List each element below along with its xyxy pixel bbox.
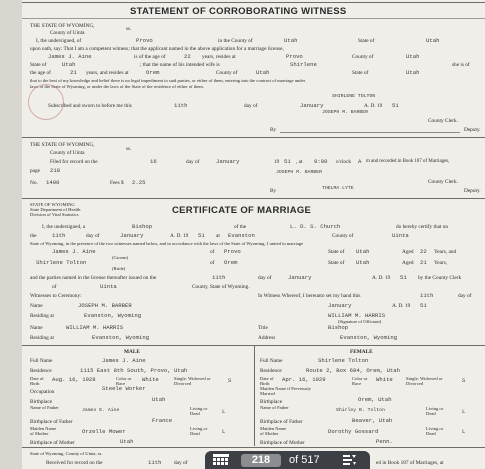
female-mother-label: Maiden Name of Mother xyxy=(260,426,287,436)
applicant-age: 22 xyxy=(184,53,191,60)
filing-deputy: Deputy. xyxy=(464,188,481,194)
address-label: Address xyxy=(258,335,276,341)
cert-bride-state-of: State of xyxy=(328,260,345,266)
officiant-signature: WILLIAM M. HARRIS xyxy=(328,312,386,319)
cert-county-of: County of xyxy=(332,233,354,239)
filed-ampm: A xyxy=(358,158,362,165)
cert-county: Uinta xyxy=(392,232,409,239)
cert-groom-aged: Aged xyxy=(402,249,414,255)
male-dob-label: Date of Birth xyxy=(30,376,44,386)
filed-at: , at xyxy=(296,159,303,165)
recorded-label: m and recorded in Book 187 of Marriages, xyxy=(366,159,450,164)
seal-stamp xyxy=(28,84,64,120)
applicant-city: Provo xyxy=(286,53,303,60)
grid-view-icon[interactable] xyxy=(213,454,227,466)
male-occupation-label: Occupation xyxy=(30,389,55,395)
female-res-label: Residence xyxy=(260,368,282,374)
filing-clerk-signature: JOSEPH M. BARBER xyxy=(276,170,323,175)
cert-bride-aged: Aged xyxy=(402,260,414,266)
cert-year: 51 xyxy=(198,232,205,239)
female-bp-father: Beaver, Utah xyxy=(352,417,393,424)
fees-label: Fees $ xyxy=(110,180,124,186)
female-birthplace-label: Birthplace xyxy=(260,399,283,405)
wife-age: 21 xyxy=(70,69,77,76)
upon-oath-text: upon oath, say: That I am a competent witness; that the applicant named in the above application for a marriage license, xyxy=(30,46,284,52)
female-bp-father-label: Birthplace of Father xyxy=(260,419,303,425)
female-residence: Route 2, Box 684, Orem, Utah xyxy=(306,367,400,374)
male-birthplace: Utah xyxy=(152,396,166,403)
cert-of-the: of the xyxy=(234,224,247,230)
deputy-label: Deputy. xyxy=(464,127,481,133)
female-birthplace: Orem, Utah xyxy=(358,396,392,403)
county-of-label: County of xyxy=(352,54,374,60)
in-witness-day: 11th xyxy=(420,292,434,299)
cert-the: the xyxy=(30,233,37,239)
state-of-label-2: State of xyxy=(30,62,47,68)
county-clerk-label: County Clerk. xyxy=(428,118,459,124)
witness2-name-label: Name xyxy=(30,325,43,331)
section-rule-2 xyxy=(22,198,485,199)
license-county-state: County, State of Wyoming. xyxy=(192,284,250,290)
center-divider xyxy=(254,346,255,446)
cert-header-dept: State Department of Health xyxy=(30,207,81,212)
cert-bride-age: 21 xyxy=(420,259,427,266)
no-label: No. xyxy=(30,180,38,186)
resides-label-2: years, and resides at xyxy=(86,70,129,76)
male-father-label: Name of Father xyxy=(30,405,59,410)
female-single: S xyxy=(462,377,466,384)
male-dob: Aug. 16, 1928 xyxy=(52,376,96,383)
cert-groom-city: Provo xyxy=(224,248,241,255)
page-value: 218 xyxy=(50,167,61,174)
section-rule-1 xyxy=(22,137,485,138)
male-birthplace-label: Birthplace xyxy=(30,399,53,405)
section-rule-4 xyxy=(22,447,485,448)
filed-time: 9:00 xyxy=(314,158,328,165)
certificate-title: CERTIFICATE OF MARRIAGE xyxy=(172,205,312,216)
cert-church: L. D. S. Church xyxy=(290,223,341,230)
laws-text: laws of the State of Wyoming, or under the laws of the State of the residence of either of them. xyxy=(30,84,205,89)
cert-bride-years: Years, xyxy=(434,260,448,266)
bride-label: (Bride) xyxy=(112,266,126,271)
ss-label: ss. xyxy=(126,26,132,32)
subscribed-day: 11th xyxy=(174,102,188,109)
female-heading: FEMALE xyxy=(350,349,373,355)
no-value: 1400 xyxy=(46,179,60,186)
filing-by: By xyxy=(270,188,277,194)
sig-of-officiant-label: (Signature of Officiant) xyxy=(338,319,382,324)
deputy-line xyxy=(280,132,460,133)
male-single-label: Single, Widowed or Divorced xyxy=(174,376,211,386)
viewer-toolbar xyxy=(205,451,370,469)
filing-county-line: County of Uinta xyxy=(50,150,85,156)
witness1-res-label: Residing at xyxy=(30,313,54,319)
female-father-living: L xyxy=(462,408,466,415)
state-of-label: State of xyxy=(358,38,375,44)
applicant-name: James J. Aine xyxy=(48,53,92,60)
male-color-label: Color or Race xyxy=(116,376,132,386)
male-mother-label: Maiden Name of Mother xyxy=(30,426,57,436)
knowledge-text: that to the best of my knowledge and belief there is no legal impediment to said parties, or either of them, entering into the contract of marriage under xyxy=(30,78,306,83)
filed-day: 16 xyxy=(150,158,157,165)
list-menu-icon[interactable] xyxy=(343,454,357,466)
male-bp-father-label: Birthplace of Father xyxy=(30,419,73,425)
female-dob: Apr. 16, 1929 xyxy=(282,376,326,383)
witness-signature: SHIRLENE TOLTON xyxy=(332,94,376,99)
female-mother-living-label: Living or Dead xyxy=(426,426,444,436)
undersigned-label: I, the undersigned, of xyxy=(36,38,82,44)
age-label: is of the age of xyxy=(134,54,166,60)
witness2-residence: Evanston, Wyoming xyxy=(92,334,150,341)
female-color-label: Color or Race xyxy=(352,376,368,386)
subscribed-text: Subscribed and sworn to before me this xyxy=(48,103,132,109)
cert-day-of: day of xyxy=(86,233,100,239)
filed-month: January xyxy=(216,158,240,165)
male-residence: 1115 East 8th South, Provo, Utah xyxy=(80,367,188,374)
female-bp-mother-label: Birthplace of Mother xyxy=(260,440,305,446)
filing-deputy-signature: THELMA LYTE xyxy=(322,186,354,191)
cert-groom-age: 22 xyxy=(420,248,427,255)
male-occupation: Steele Worker xyxy=(102,385,146,392)
cert-bride-state: Utah xyxy=(356,259,370,266)
applicant-county: Utah xyxy=(406,53,420,60)
female-bp-mother: Penn. xyxy=(376,438,393,445)
in-witness-ad: A. D. 19 xyxy=(392,303,411,309)
witness2-res-label: Residing at xyxy=(30,335,54,341)
male-single: S xyxy=(228,377,232,384)
cert-groom-state: Utah xyxy=(356,248,370,255)
witnesses-label: Witnesses to Ceremony: xyxy=(30,293,82,299)
cert-groom-name: James J. Aine xyxy=(52,248,96,255)
applicant-state: Utah xyxy=(62,61,76,68)
footer-tail: ed in Book 187 of Marriages, at xyxy=(376,460,444,466)
in-witness-day-of: day of xyxy=(458,293,472,299)
filing-county-clerk: County Clerk. xyxy=(428,179,459,185)
cert-header-state: STATE OF WYOMING xyxy=(30,202,75,207)
fees-value: 2.25 xyxy=(132,179,146,186)
footer-received: Received for record on the xyxy=(46,460,103,466)
cert-place: Evanston xyxy=(228,232,255,239)
she-is-of-label: she is of xyxy=(452,62,470,68)
cert-at: at xyxy=(216,233,220,239)
cert-bride-of: of xyxy=(210,260,215,266)
officiant-title-value: Bishop xyxy=(328,324,349,331)
in-witness-year: 51 xyxy=(420,302,427,309)
footer-day-of: day of xyxy=(174,460,188,466)
witness1-name: JOSEPH M. BARBER xyxy=(78,302,132,309)
age-label-2: the age of xyxy=(30,70,51,76)
page-number-input[interactable]: 218 xyxy=(241,454,281,467)
title-rule xyxy=(22,18,485,19)
corroborating-title: STATEMENT OF CORROBORATING WITNESS xyxy=(130,6,347,17)
cert-day: 11th xyxy=(52,232,66,239)
female-father: Shirley B. Tolton xyxy=(336,408,385,413)
witness2-name: WILLIAM M. HARRIS xyxy=(66,324,124,331)
subscribed-month: January xyxy=(300,102,324,109)
cert-ad: A. D. 19 xyxy=(170,233,189,239)
county-line: County of Uinta xyxy=(50,30,85,36)
license-year: 51 xyxy=(400,274,407,281)
in-witness-month: January xyxy=(328,302,352,309)
cert-state-text: State of Wyoming, in the presence of the two witnesses named below, and in accordance with the laws of the State of Wyoming, I united in marriage xyxy=(30,241,304,246)
male-father-living-label: Living or Dead xyxy=(190,406,208,416)
male-mother-living: L xyxy=(222,428,226,435)
intended-wife-label: ; that the name of his intended wife is xyxy=(140,62,220,68)
document-page xyxy=(22,0,485,469)
page-label: page xyxy=(30,168,40,174)
license-of: of xyxy=(52,284,57,290)
cert-month: January xyxy=(120,232,144,239)
female-single-label: Single, Widowed or Divorced xyxy=(406,376,443,386)
female-color: White xyxy=(376,376,393,383)
male-bp-mother: Utah xyxy=(120,438,134,445)
in-county-label: in the County of xyxy=(218,38,253,44)
license-by-clerk: by the County Clerk xyxy=(418,275,462,281)
subscribed-year: 51 xyxy=(392,102,399,109)
in-witness-text: In Witness Whereof, I hereunto set my hand this xyxy=(258,293,361,299)
title-label: Title xyxy=(258,325,268,331)
license-day-of: day of xyxy=(258,275,272,281)
oclock-label: o'clock xyxy=(336,159,352,165)
license-day: 11th xyxy=(212,274,226,281)
officiant-address: Evanston, Wyoming xyxy=(340,334,398,341)
witness1-name-label: Name xyxy=(30,303,43,309)
intended-wife-name: Shirlene xyxy=(290,61,317,68)
license-issued-text: and the parties named in the license thereafter issued on the xyxy=(30,275,157,281)
resides-label: years, resides at xyxy=(202,54,236,60)
female-fullname: Shirlene Tolton xyxy=(318,357,369,364)
filed-19: 19 xyxy=(274,159,280,165)
wife-city: Orem xyxy=(146,69,160,76)
day-of-label: day of xyxy=(244,103,258,109)
male-mother: Orzelle Mower xyxy=(82,428,126,435)
state-of-label-3: State of xyxy=(352,70,369,76)
state-line: THE STATE OF WYOMING, xyxy=(30,23,95,29)
filing-state-line: THE STATE OF WYOMING, xyxy=(30,142,95,148)
top-rule xyxy=(22,2,485,3)
male-heading: MALE xyxy=(124,349,140,355)
cert-groom-years: Years, and xyxy=(434,249,457,255)
male-bp-mother-label: Birthplace of Mother xyxy=(30,440,75,446)
female-father-label: Name of Father xyxy=(260,405,289,410)
witness-county: Utah xyxy=(284,37,298,44)
footer-state-line: State of Wyoming, County of Uinta, ss. xyxy=(30,451,103,456)
female-father-living-label: Living or Dead xyxy=(426,406,444,416)
cert-groom-state-of: State of xyxy=(328,249,345,255)
witness1-residence: Evanston, Wyoming xyxy=(84,312,142,319)
female-fullname-label: Full Name xyxy=(260,358,283,364)
male-fullname: James J. Aine xyxy=(102,357,146,364)
witness-city: Provo xyxy=(136,37,153,44)
by-label: By xyxy=(270,127,277,133)
footer-day: 11th xyxy=(148,459,162,466)
male-father: James E. Aine xyxy=(82,408,120,413)
cert-bride-city: Orem xyxy=(224,259,238,266)
male-res-label: Residence xyxy=(30,368,52,374)
cert-bride-name: Shirlene Tolton xyxy=(36,259,87,266)
wife-county: Utah xyxy=(256,69,270,76)
filed-label: Filed for record on the xyxy=(50,159,98,165)
female-dob-label: Date of Birth xyxy=(260,376,274,386)
witness-state: Utah xyxy=(426,37,440,44)
groom-label: (Groom) xyxy=(112,255,129,260)
page-total: of 517 xyxy=(289,454,320,466)
license-county: Uinta xyxy=(100,283,117,290)
male-mother-living-label: Living or Dead xyxy=(190,426,208,436)
cert-header-bureau: Division of Vital Statistics xyxy=(30,212,79,217)
ad-label: A. D. 19 xyxy=(364,103,383,109)
cert-officiant-title: Bishop xyxy=(132,223,153,230)
female-mother-living: L xyxy=(462,428,466,435)
female-mother: Dorothy Gossard xyxy=(328,428,379,435)
male-color: White xyxy=(142,376,159,383)
license-ad: A. D. 19 xyxy=(372,275,391,281)
filing-ss: ss. xyxy=(126,146,132,152)
cert-groom-of: of xyxy=(210,249,215,255)
cert-undersigned: I, the undersigned, a xyxy=(42,224,86,230)
license-month: January xyxy=(288,274,312,281)
filed-year: 51 xyxy=(284,158,291,165)
county-of-label-2: County of xyxy=(216,70,238,76)
cert-do-certify: do hereby certify that on xyxy=(396,224,449,230)
male-father-living: L xyxy=(222,408,226,415)
clerk-signature: JOSEPH M. BARBER xyxy=(322,110,369,115)
filed-day-of: day of xyxy=(186,159,200,165)
male-fullname-label: Full Name xyxy=(30,358,53,364)
male-bp-father: France xyxy=(152,417,173,424)
female-maiden-label: Maiden Name if Previously Married xyxy=(260,386,311,396)
wife-state: Utah xyxy=(406,69,420,76)
